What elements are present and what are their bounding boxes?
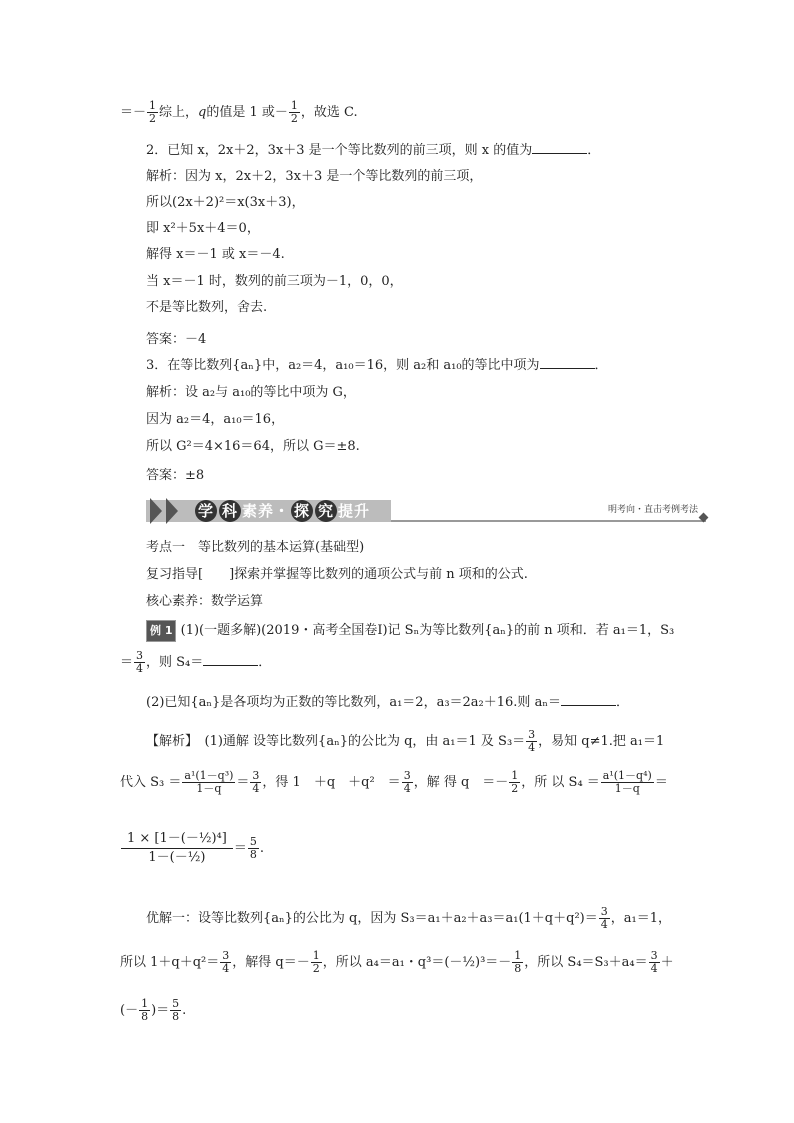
q3-answer: 答案：±8 [146,468,205,483]
text: ＝ [236,775,250,790]
fraction-half [509,770,520,795]
den: 8 [249,848,257,861]
text: . [259,841,264,856]
den: 1－(－½) [148,850,206,865]
den: 8 [172,1010,180,1023]
optimal-solution-line-3 [120,998,186,1023]
num: 5 [172,997,180,1010]
fraction-s4-value [121,830,233,867]
text: 的值是 1 或－ [206,105,288,120]
num: 1 [149,99,157,112]
text: ＝ [120,655,134,670]
banner-title [194,496,370,526]
circle-char: 探 [291,500,313,522]
text: ，所 以 S₄ ＝ [521,775,600,790]
text: ，解 得 q ＝－ [413,775,509,790]
den: 8 [514,962,522,975]
text: ，则 S₄＝ [146,655,204,670]
den: 2 [149,112,157,125]
text: 素养・ [242,502,291,520]
fraction-3-4 [649,950,660,975]
solution-line-1 [146,729,664,754]
text: (－ [120,1003,139,1018]
text: ，解得 q＝－ [232,955,310,970]
text: . [182,1003,187,1018]
num: 3 [600,905,608,918]
den: 2 [511,782,519,795]
num: 3 [403,769,411,782]
text: ＝ [654,775,668,790]
den: 4 [528,741,536,754]
num: 1 [141,997,149,1010]
answer-blank [203,653,258,666]
text: (2)已知{aₙ}是各项均为正数的等比数列，a₁＝2，a₃＝2a₂＋16.则 aₙ＝ [146,695,561,710]
text: ，得 1 ＋q ＋q² ＝ [262,775,401,790]
arrow-icon [150,498,162,524]
fraction-1-8 [139,998,150,1023]
fraction-1-8 [512,950,523,975]
section-banner [146,496,710,526]
optimal-solution-line-2 [120,950,674,975]
example-1-part1 [146,620,674,642]
num: 5 [249,835,257,848]
text: ＝ [233,841,247,856]
text: 综上， [159,105,199,120]
topic-title: 考点一 等比数列的基本运算(基础型) [146,540,365,555]
text: ． [258,655,272,670]
num: 1 [511,769,519,782]
example-1-part1-cont [120,650,271,675]
den: 4 [403,782,411,795]
q2-solution-line: 即 x²＋5x＋4＝0， [146,221,260,236]
den: 4 [650,962,658,975]
num: 3 [650,949,658,962]
text: 【解析】 (1)通解 设等比数列{aₙ}的公比为 q，由 a₁＝1 及 S₃＝ [146,734,526,749]
num: 3 [252,769,260,782]
text: 所以 1＋q＋q²＝ [120,955,220,970]
q2-solution-line: 解得 x＝－1 或 x＝－4. [146,247,285,262]
question-2 [146,141,600,161]
fraction-3-4 [599,906,610,931]
fraction-3-4 [134,650,145,675]
text: ． [615,695,629,710]
den: 2 [290,112,298,125]
q2-answer: 答案：－4 [146,332,207,347]
example-1-part2 [146,693,629,713]
q3-solution-line: 因为 a₂＝4，a₁₀＝16， [146,412,285,427]
text: 优解一：设等比数列{aₙ}的公比为 q，因为 S₃＝a₁＋a₂＋a₃＝a₁(1＋q＋q²)＝ [146,911,598,926]
banner-subtitle: 明考向・直击考例考法 [607,505,698,515]
circle-char: 学 [195,500,217,522]
q3-solution-line: 解析：设 a₂与 a₁₀的等比中项为 G， [146,385,356,400]
q2-solution-line: 所以(2x＋2)²＝x(3x＋3)， [146,195,305,210]
num: 3 [222,949,230,962]
question-3-stem: 3．在等比数列{aₙ}中，a₂＝4，a₁₀＝16，则 a₂和 a₁₀的等比中项为 [146,358,540,373]
text: ，a₁＝1， [610,911,671,926]
fraction-half [311,950,322,975]
den: 1－q [196,782,222,795]
text: )＝ [151,1003,170,1018]
den: 2 [312,962,320,975]
core-literacy: 核心素养：数学运算 [146,594,264,609]
fraction-3-4 [402,770,413,795]
q2-solution-line: 当 x＝－1 时，数列的前三项为－1，0，0， [146,274,403,289]
q2-solution-line: 解析：因为 x，2x＋2，3x＋3 是一个等比数列的前三项， [146,169,483,184]
fraction-half [147,100,158,125]
num: 3 [528,728,536,741]
den: 4 [252,782,260,795]
q3-solution-line: 所以 G²＝4×16＝64，所以 G＝±8. [146,439,360,454]
num: 1 [312,949,320,962]
text: ＝－ [120,105,147,120]
fraction-3-4 [526,729,537,754]
arrow-icon [166,498,178,524]
fraction-half [289,100,300,125]
example-label: 例 1 [146,620,176,642]
text: ，故选 C. [300,105,358,120]
text: ，所以 a₄＝a₁・q³＝(－½)³＝－ [322,955,512,970]
den: 4 [222,962,230,975]
text: ． [594,358,608,373]
question-3 [146,356,608,376]
num: 1 × [1－(－½)⁴] [121,830,233,849]
circle-char: 科 [219,500,241,522]
text: ，易知 q≠1.把 a₁＝1 [538,734,665,749]
answer-blank [532,141,587,154]
num: a¹(1－q⁴) [602,769,652,782]
banner-rule [391,520,706,522]
text: (1)(一题多解)(2019・高考全国卷Ⅰ)记 Sₙ为等比数列{aₙ}的前 n 项和．若 a₁＝1，S₃ [180,623,675,638]
fraction-5-8 [248,836,259,861]
line-conclusion [120,100,358,125]
var-q: q [198,105,207,120]
text: ． [587,143,601,158]
circle-char: 究 [315,500,337,522]
solution-line-2 [120,770,668,795]
answer-blank [540,356,595,369]
fraction-s4 [601,770,654,795]
num: 1 [514,949,522,962]
den: 4 [600,918,608,931]
fraction-3-4 [220,950,231,975]
optimal-solution-line-1 [146,906,671,931]
den: 4 [136,662,144,675]
fraction-5-8 [170,998,181,1023]
q2-solution-line: 不是等比数列，舍去. [146,300,268,315]
text: ，所以 S₄＝S₃＋a₄＝ [524,955,648,970]
den: 8 [141,1010,149,1023]
fraction-3-4 [250,770,261,795]
text: 提升 [338,502,371,520]
num: 3 [136,649,144,662]
question-2-stem: 2．已知 x，2x＋2，3x＋3 是一个等比数列的前三项，则 x 的值为 [146,143,533,158]
review-guide: 复习指导[ ]探索并掌握等比数列的通项公式与前 n 项和的公式. [146,567,528,582]
solution-line-3 [120,830,264,867]
num: 1 [290,99,298,112]
num: a¹(1－q³) [184,769,234,782]
den: 1－q [614,782,640,795]
fraction-s3 [182,770,235,795]
answer-blank [561,693,616,706]
text: 代入 S₃ ＝ [120,775,182,790]
text: ＋ [660,955,674,970]
